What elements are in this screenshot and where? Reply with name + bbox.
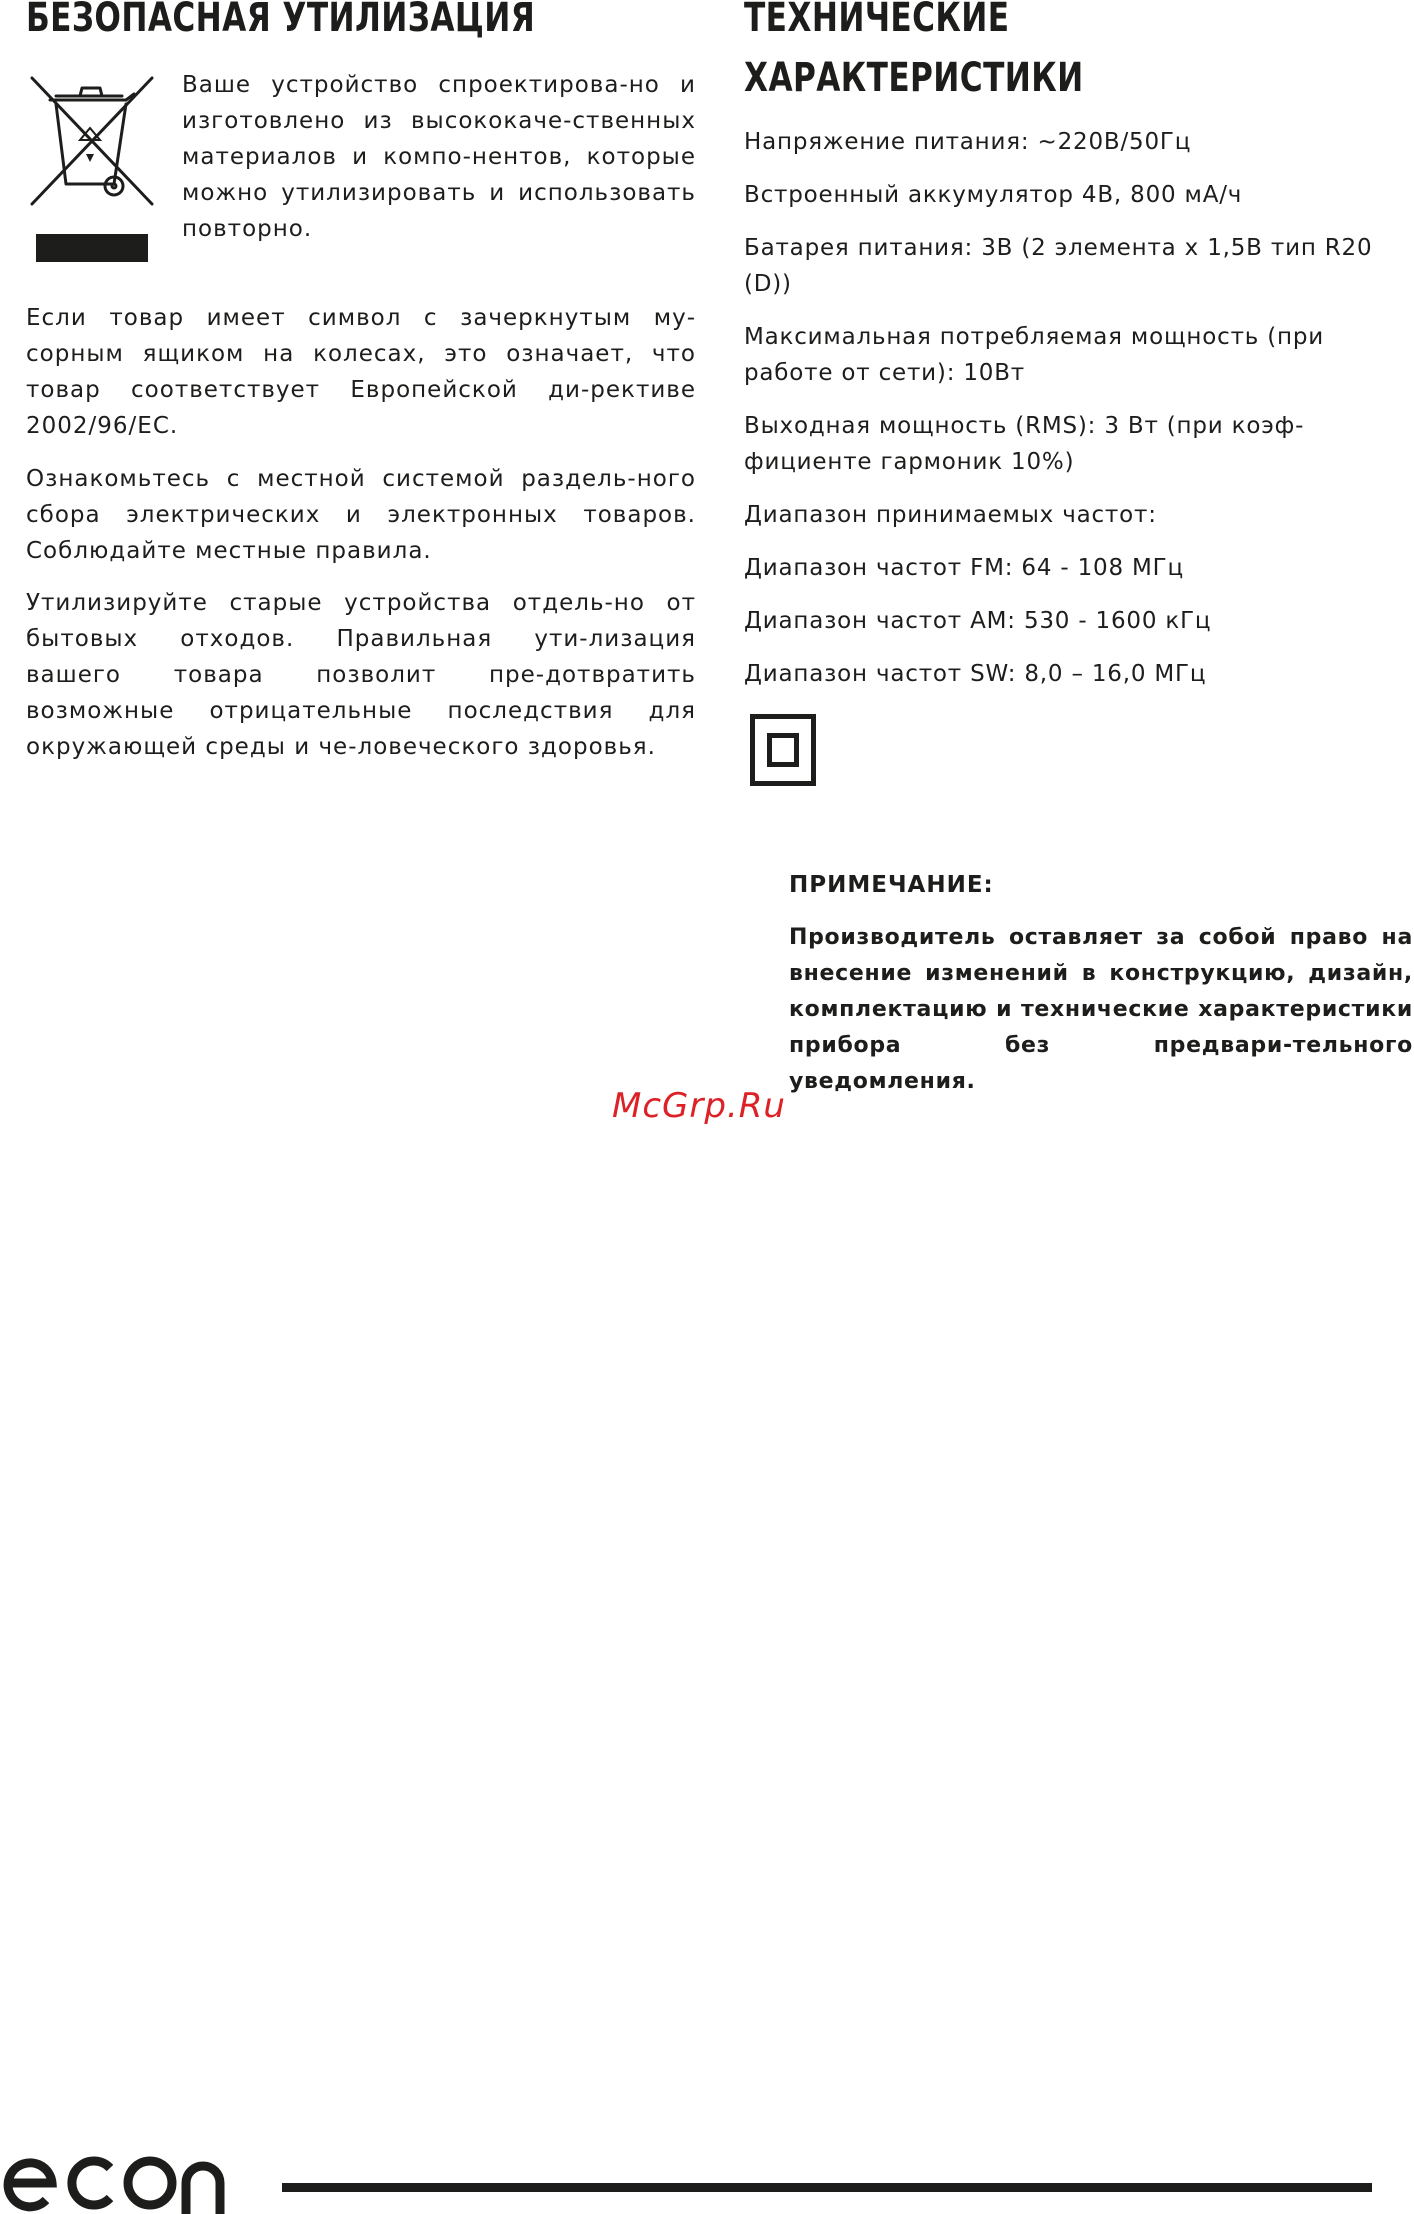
disposal-paragraph: Утилизируйте старые устройства отдель-но от бытовых отходов. Правильная ути-лизация вашего товара позволит пре-дотвратить возможные отрицательные последствия для окружающей среды и че-ловеческого здоровья. xyxy=(26,590,696,760)
disposal-heading: БЕЗОПАСНАЯ УТИЛИЗАЦИЯ xyxy=(26,0,536,41)
spec-am-range: Диапазон частот AM: 530 - 1600 кГц xyxy=(744,608,1212,634)
crossed-out-wheelie-bin-icon xyxy=(26,70,158,268)
specs-list xyxy=(744,124,1404,709)
footer-rule xyxy=(282,2183,1372,2192)
specs-heading-line1: ТЕХНИЧЕСКИЕ xyxy=(744,0,1010,41)
specs-heading-line2: ХАРАКТЕРИСТИКИ xyxy=(744,55,1084,101)
directive-paragraph: Если товар имеет символ с зачеркнутым му-сорным ящиком на колесах, это означает, что товар соответствует Европейской ди-рективе 2002/96/EC. xyxy=(26,305,696,439)
note-text: Производитель оставляет за собой право на внесение изменений в конструкцию, дизайн, комплектацию и технические характеристики прибора без предвари-тельного уведомления. xyxy=(789,925,1413,1094)
spec-max-power: Максимальная потребляемая мощность (при работе от сети): 10Вт xyxy=(744,324,1324,386)
watermark-text: McGrp.Ru xyxy=(612,1086,786,1126)
spec-built-in-battery: Встроенный аккумулятор 4В, 800 мА/ч xyxy=(744,182,1243,208)
spec-frequency-range: Диапазон принимаемых частот: xyxy=(744,502,1157,528)
class-ii-double-square-icon xyxy=(750,714,816,786)
spec-batteries: Батарея питания: 3В (2 элемента x 1,5В тип R20 (D)) xyxy=(744,235,1373,297)
collection-paragraph: Ознакомьтесь с местной системой раздель-ного сбора электрических и электронных товаров. Соблюдайте местные правила. xyxy=(26,466,696,564)
spec-output-power: Выходная мощность (RMS): 3 Вт (при коэф-фициенте гармоник 10%) xyxy=(744,413,1305,475)
spec-fm-range: Диапазон частот FM: 64 - 108 МГц xyxy=(744,555,1184,581)
spec-voltage: Напряжение питания: ~220В/50Гц xyxy=(744,129,1192,155)
spec-sw-range: Диапазон частот SW: 8,0 – 16,0 МГц xyxy=(744,661,1207,687)
econ-logo xyxy=(0,2150,232,2214)
note-title: ПРИМЕЧАНИЕ: xyxy=(789,872,994,898)
specs-heading xyxy=(744,0,1084,108)
disposal-intro-text: Ваше устройство спроектирова-но и изготовлено из высококаче-ственных материалов и компо-нентов, которые можно утилизировать и использовать повторно. xyxy=(182,72,696,242)
